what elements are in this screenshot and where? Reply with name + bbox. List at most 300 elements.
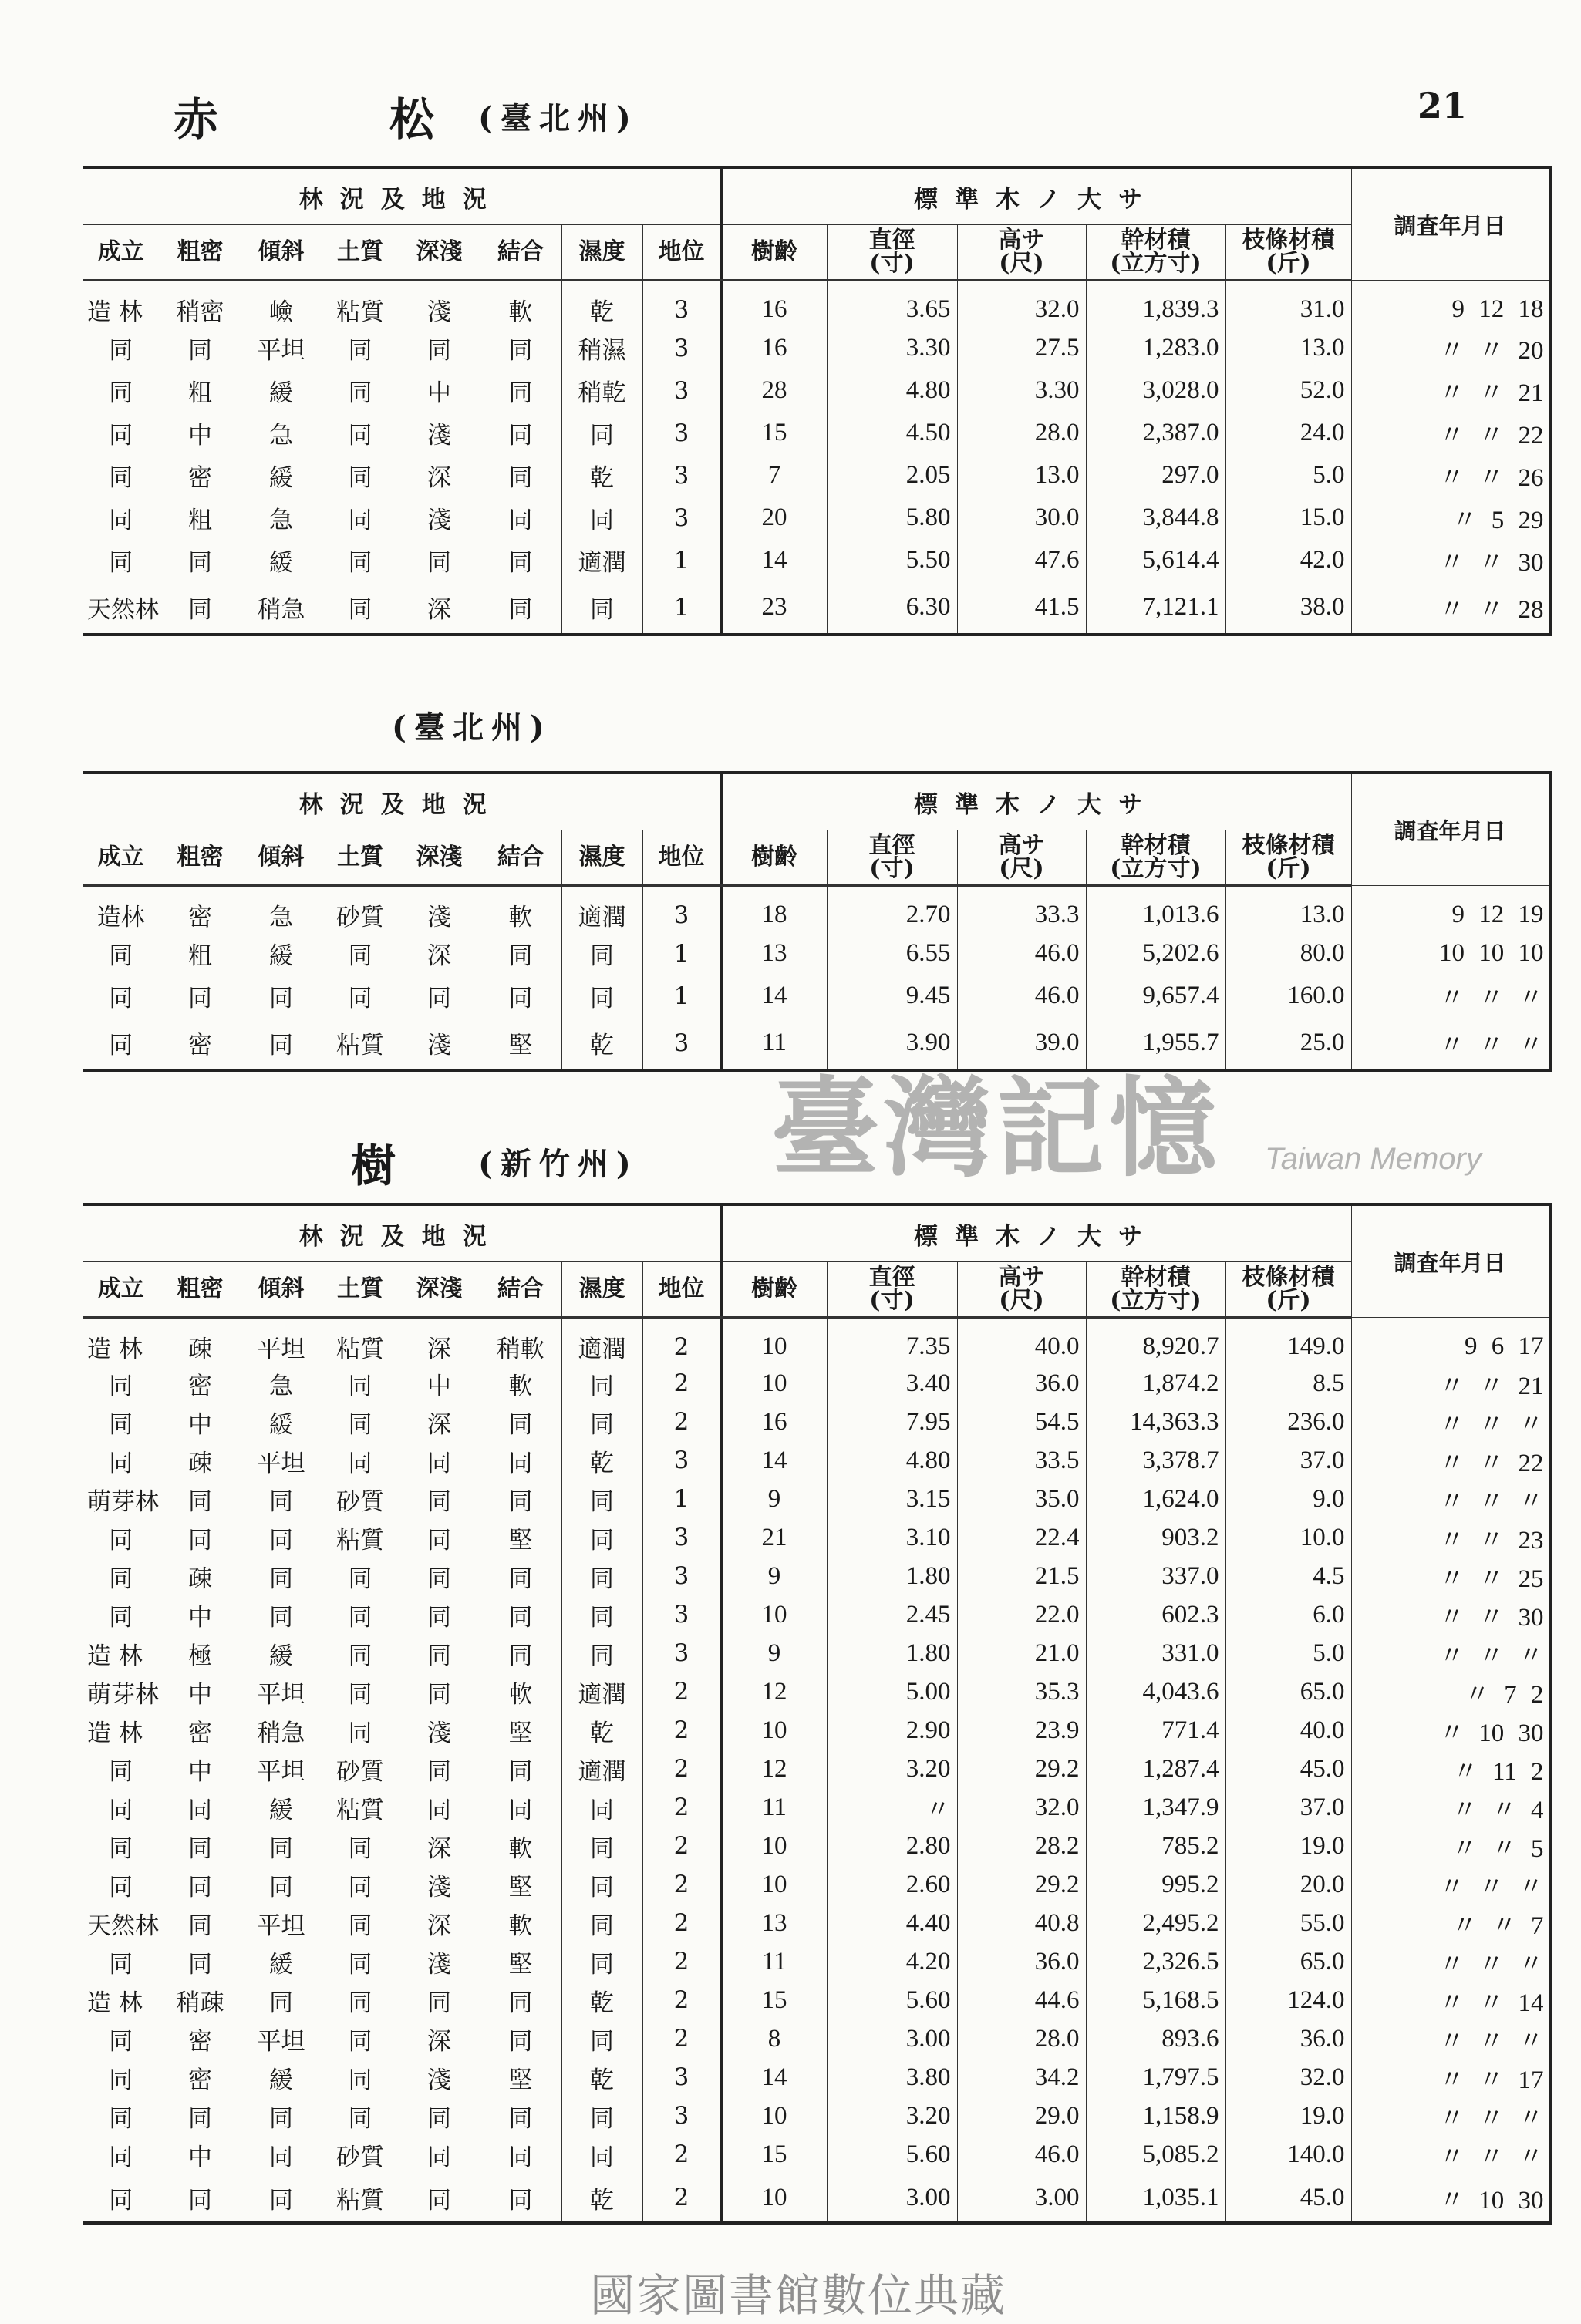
column-header: 幹材積 (立方寸) <box>1086 1262 1225 1318</box>
table-row <box>83 1788 1550 1827</box>
table-cell: 砂質 <box>322 886 399 933</box>
table-cell: 〃 〃 22 <box>1351 412 1550 454</box>
table-cell: 16 <box>721 327 827 369</box>
data-table-1 <box>83 166 1552 636</box>
table-cell: 中 <box>160 1595 241 1634</box>
table-cell: 149.0 <box>1225 1318 1351 1365</box>
table-cell: 疎 <box>160 1441 241 1480</box>
table-cell: 5.60 <box>827 2135 957 2174</box>
table-cell: 同 <box>241 1865 322 1904</box>
page-number: 21 <box>1418 85 1468 126</box>
table-cell: 4.80 <box>827 1441 957 1480</box>
table-cell: 1,797.5 <box>1086 2058 1225 2097</box>
table-cell: 3 <box>642 412 721 454</box>
table-cell: 同 <box>561 2097 642 2135</box>
column-header: 樹齡 <box>721 1262 827 1318</box>
table-cell: 2 <box>642 1750 721 1788</box>
table-cell: 3.30 <box>957 369 1086 412</box>
table-row <box>83 412 1550 454</box>
table-cell: 13.0 <box>1225 886 1351 933</box>
table-row <box>83 1364 1550 1403</box>
table-cell: 同 <box>322 1595 399 1634</box>
table-cell: 同 <box>561 581 642 635</box>
table-cell: 深 <box>399 1318 480 1365</box>
table-cell: 同 <box>480 975 561 1017</box>
table-cell: 〃 〃 〃 <box>1351 1017 1550 1070</box>
table-cell: 2 <box>642 2019 721 2058</box>
table-cell: 13.0 <box>957 454 1086 497</box>
table-cell: 同 <box>399 2135 480 2174</box>
table-row <box>83 1480 1550 1518</box>
table-cell: 9,657.4 <box>1086 975 1225 1017</box>
table-cell: 密 <box>160 1017 241 1070</box>
table-row <box>83 539 1550 581</box>
table-cell: 14,363.3 <box>1086 1403 1225 1441</box>
table-cell: 同 <box>241 975 322 1017</box>
table-cell: 6.0 <box>1225 1595 1351 1634</box>
table-cell: 〃 〃 21 <box>1351 1364 1550 1403</box>
table-cell: 同 <box>160 1942 241 1981</box>
table-cell: 淺 <box>399 1017 480 1070</box>
table-cell: 同 <box>241 1557 322 1595</box>
column-header: 地位 <box>642 830 721 886</box>
table-cell: 5.60 <box>827 1981 957 2019</box>
table-cell: 6.55 <box>827 932 957 975</box>
table-cell: 乾 <box>561 1981 642 2019</box>
table-cell: 平坦 <box>241 1318 322 1365</box>
table-cell: 140.0 <box>1225 2135 1351 2174</box>
table-cell: 堅 <box>480 2058 561 2097</box>
table-cell: 3 <box>642 1518 721 1557</box>
table-cell: 粗 <box>160 932 241 975</box>
table-cell: 緩 <box>241 2058 322 2097</box>
table-cell: 28.0 <box>957 2019 1086 2058</box>
table-cell: 〃 10 30 <box>1351 1711 1550 1750</box>
table-cell: 11 <box>721 1942 827 1981</box>
table-cell: 軟 <box>480 1672 561 1711</box>
table-cell: 砂質 <box>322 2135 399 2174</box>
table-cell: 995.2 <box>1086 1865 1225 1904</box>
column-header: 土質 <box>322 830 399 886</box>
table-cell: 45.0 <box>1225 2174 1351 2223</box>
table-cell: 同 <box>561 2135 642 2174</box>
table-cell: 5.00 <box>827 1672 957 1711</box>
table-cell: 1 <box>642 581 721 635</box>
table-cell: 3.90 <box>827 1017 957 1070</box>
table-cell: 4.80 <box>827 369 957 412</box>
table-cell: 同 <box>399 1634 480 1672</box>
column-header: 傾斜 <box>241 830 322 886</box>
table-cell: 236.0 <box>1225 1403 1351 1441</box>
column-header: 深淺 <box>399 225 480 281</box>
table-cell: 〃 5 29 <box>1351 497 1550 539</box>
table-cell: 1 <box>642 1480 721 1518</box>
table-cell: 〃 〃 〃 <box>1351 1480 1550 1518</box>
table-cell: 緩 <box>241 932 322 975</box>
table-cell: 同 <box>322 1865 399 1904</box>
table-cell: 同 <box>480 497 561 539</box>
table-cell: 9 12 18 <box>1351 281 1550 328</box>
table-cell: 乾 <box>561 281 642 328</box>
table-cell: 1.80 <box>827 1557 957 1595</box>
table-cell: 5,202.6 <box>1086 932 1225 975</box>
table-cell: 42.0 <box>1225 539 1351 581</box>
table-cell: 29.2 <box>957 1865 1086 1904</box>
table-cell: 同 <box>322 1403 399 1441</box>
header-survey-date: 調査年月日 <box>1351 167 1550 281</box>
table-cell: 同 <box>399 1518 480 1557</box>
table-cell: 天然林 <box>87 1911 159 1940</box>
table-cell: 25.0 <box>1225 1017 1351 1070</box>
table-cell: 同 <box>561 1865 642 1904</box>
table-row <box>83 369 1550 412</box>
table-cell: 同 <box>241 1017 322 1070</box>
table-cell: 同 <box>399 539 480 581</box>
table-cell: 5,085.2 <box>1086 2135 1225 2174</box>
table-cell: 4.5 <box>1225 1557 1351 1595</box>
table-cell: 〃 〃 〃 <box>1351 975 1550 1017</box>
table-cell: 10 <box>721 1711 827 1750</box>
table-cell: 14 <box>721 975 827 1017</box>
table-cell: 淺 <box>399 497 480 539</box>
table-cell: 緩 <box>241 369 322 412</box>
table-cell: 同 <box>241 1827 322 1865</box>
table-cell: 同 <box>399 1441 480 1480</box>
table-cell: 3 <box>642 327 721 369</box>
table-cell: 5.50 <box>827 539 957 581</box>
table-cell: 同 <box>561 1518 642 1557</box>
table-cell: 27.5 <box>957 327 1086 369</box>
table-cell: 中 <box>160 412 241 454</box>
table-cell: 28.2 <box>957 1827 1086 1865</box>
table-cell: 同 <box>480 1981 561 2019</box>
table-cell: 緩 <box>241 1942 322 1981</box>
table-cell: 同 <box>561 1403 642 1441</box>
table-cell: 適潤 <box>561 1672 642 1711</box>
table-cell: 46.0 <box>957 2135 1086 2174</box>
table-cell: 急 <box>241 886 322 933</box>
table-cell: 7.35 <box>827 1318 957 1365</box>
table-cell: 2 <box>642 2174 721 2223</box>
table-cell: 14 <box>721 1441 827 1480</box>
table-cell: 21.0 <box>957 1634 1086 1672</box>
table-cell: 1,874.2 <box>1086 1364 1225 1403</box>
table-cell: 乾 <box>561 1711 642 1750</box>
table-cell: 3.30 <box>827 327 957 369</box>
table-cell: 同 <box>322 1711 399 1750</box>
table-cell: 〃 〃 28 <box>1351 581 1550 635</box>
table-cell: 緩 <box>241 539 322 581</box>
table-row <box>83 1942 1550 1981</box>
table-cell: 適潤 <box>561 539 642 581</box>
table-row <box>83 1634 1550 1672</box>
table-cell: 8.5 <box>1225 1364 1351 1403</box>
table-cell: 〃 〃 〃 <box>1351 2019 1550 2058</box>
table-cell: 淺 <box>399 1942 480 1981</box>
table-cell: 粘質 <box>322 1788 399 1827</box>
table-cell: 同 <box>480 1441 561 1480</box>
table-cell: 同 <box>241 1480 322 1518</box>
column-header: 地位 <box>642 225 721 281</box>
section-title-char-2: 松 <box>389 93 435 146</box>
table-cell: 中 <box>160 1403 241 1441</box>
table-cell: 同 <box>109 422 133 450</box>
table-cell: 同 <box>480 327 561 369</box>
table-cell: 2 <box>642 1904 721 1942</box>
table-cell: 同 <box>561 975 642 1017</box>
table-cell: 3 <box>642 2097 721 2135</box>
table-cell: 2.45 <box>827 1595 957 1634</box>
table-cell: 同 <box>322 1981 399 2019</box>
table-row <box>83 2097 1550 2135</box>
table-cell: 3 <box>642 454 721 497</box>
table-cell: 3 <box>642 1441 721 1480</box>
table-cell: 同 <box>322 2058 399 2097</box>
table-cell: 〃 11 2 <box>1351 1750 1550 1788</box>
table-cell: 23.9 <box>957 1711 1086 1750</box>
table-cell: 1,955.7 <box>1086 1017 1225 1070</box>
table-cell: 2,387.0 <box>1086 412 1225 454</box>
table-cell: 同 <box>322 1364 399 1403</box>
table-cell: 785.2 <box>1086 1827 1225 1865</box>
table-cell: 2 <box>642 1865 721 1904</box>
table-cell: 12 <box>721 1750 827 1788</box>
table-cell: 2 <box>642 1364 721 1403</box>
column-header: 高サ (尺) <box>957 225 1086 281</box>
table-cell: 同 <box>109 1873 133 1901</box>
table-cell: 造 林 <box>87 298 143 326</box>
table-cell: 軟 <box>480 1904 561 1942</box>
table-cell: 15.0 <box>1225 497 1351 539</box>
header-group-sample-tree: 標準木ノ大サ <box>721 1204 1351 1262</box>
table-cell: 23 <box>721 581 827 635</box>
table-cell: 〃 〃 23 <box>1351 1518 1550 1557</box>
table-cell: 軟 <box>480 1364 561 1403</box>
table-cell: 中 <box>160 1672 241 1711</box>
table-cell: 3,378.7 <box>1086 1441 1225 1480</box>
table-cell: 粘質 <box>322 1318 399 1365</box>
table-cell: 〃 〃 25 <box>1351 1557 1550 1595</box>
data-table-3 <box>83 1203 1552 2225</box>
table-cell: 3.15 <box>827 1480 957 1518</box>
table-cell: 同 <box>109 942 133 970</box>
table-cell: 緩 <box>241 1403 322 1441</box>
table-cell: 同 <box>109 1834 133 1863</box>
table-row <box>83 2019 1550 2058</box>
column-header: 枝條材積 (斤) <box>1225 1262 1351 1318</box>
table-cell: 同 <box>480 1750 561 1788</box>
table-cell: 同 <box>561 412 642 454</box>
table-cell: 34.2 <box>957 2058 1086 2097</box>
column-header: 濕度 <box>561 1262 642 1318</box>
header-group-sample-tree: 標準木ノ大サ <box>721 167 1351 225</box>
table-cell: 9 <box>721 1480 827 1518</box>
table-cell: 同 <box>160 1518 241 1557</box>
table-cell: 771.4 <box>1086 1711 1225 1750</box>
table-cell: 13 <box>721 932 827 975</box>
table-cell: 同 <box>160 327 241 369</box>
table-cell: 9.0 <box>1225 1480 1351 1518</box>
table-cell: 〃 〃 14 <box>1351 1981 1550 2019</box>
table-cell: 11 <box>721 1788 827 1827</box>
table-cell: 36.0 <box>1225 2019 1351 2058</box>
table-cell: 2.90 <box>827 1711 957 1750</box>
table-cell: 平坦 <box>241 2019 322 2058</box>
table-cell: 10.0 <box>1225 1518 1351 1557</box>
table-cell: 36.0 <box>957 1364 1086 1403</box>
table-cell: 密 <box>160 1364 241 1403</box>
table-cell: 36.0 <box>957 1942 1086 1981</box>
table-cell: 32.0 <box>1225 2058 1351 2097</box>
table-cell: 同 <box>109 1526 133 1554</box>
data-table-2 <box>83 771 1552 1072</box>
table-cell: 同 <box>241 2174 322 2223</box>
table-cell: 33.5 <box>957 1441 1086 1480</box>
table-cell: 29.0 <box>957 2097 1086 2135</box>
table-cell: 同 <box>109 1950 133 1979</box>
section-region: (新竹州) <box>478 1146 639 1182</box>
column-header: 直徑 (寸) <box>827 225 957 281</box>
column-header: 成立 <box>83 1262 160 1318</box>
column-header: 結合 <box>480 830 561 886</box>
table-cell: 1 <box>642 975 721 1017</box>
column-header: 傾斜 <box>241 1262 322 1318</box>
table-cell: 同 <box>480 932 561 975</box>
table-cell: 同 <box>561 1595 642 1634</box>
table-cell: 同 <box>480 1480 561 1518</box>
table-cell: 同 <box>109 2143 133 2171</box>
table-cell: 8 <box>721 2019 827 2058</box>
table-cell: 平坦 <box>241 1904 322 1942</box>
column-header: 傾斜 <box>241 225 322 281</box>
table-cell: 1,287.4 <box>1086 1750 1225 1788</box>
table-cell: 〃 〃 21 <box>1351 369 1550 412</box>
table-cell: 同 <box>109 379 133 407</box>
table-cell: 903.2 <box>1086 1518 1225 1557</box>
column-header: 枝條材積 (斤) <box>1225 830 1351 886</box>
table-row <box>83 1017 1550 1070</box>
table-cell: 9 <box>721 1557 827 1595</box>
table-cell: 堅 <box>480 1518 561 1557</box>
table-cell: 同 <box>480 1788 561 1827</box>
table-cell: 2 <box>642 1981 721 2019</box>
table-cell: 10 <box>721 1318 827 1365</box>
table-cell: 同 <box>561 932 642 975</box>
table-cell: 2.60 <box>827 1865 957 1904</box>
table-cell: 同 <box>241 1518 322 1557</box>
table-cell: 同 <box>322 2097 399 2135</box>
table-cell: 粘質 <box>322 2174 399 2223</box>
table-cell: 9 6 17 <box>1351 1318 1550 1365</box>
table-cell: 同 <box>480 369 561 412</box>
table-cell: 同 <box>160 1865 241 1904</box>
table-cell: 2 <box>642 1711 721 1750</box>
table-row <box>83 2058 1550 2097</box>
table-cell: 5.0 <box>1225 1634 1351 1672</box>
table-cell: 1,839.3 <box>1086 281 1225 328</box>
table-cell: 淺 <box>399 886 480 933</box>
table-cell: 同 <box>109 1564 133 1593</box>
table-cell: 35.0 <box>957 1480 1086 1518</box>
table-cell: 2,495.2 <box>1086 1904 1225 1942</box>
table-cell: 同 <box>399 1557 480 1595</box>
table-cell: 稍軟 <box>480 1318 561 1365</box>
table-cell: 2 <box>642 1942 721 1981</box>
table-row <box>83 2174 1550 2223</box>
column-header: 高サ (尺) <box>957 1262 1086 1318</box>
table-cell: 11 <box>721 1017 827 1070</box>
table-cell: 同 <box>160 539 241 581</box>
table-cell: 602.3 <box>1086 1595 1225 1634</box>
table-cell: 同 <box>322 412 399 454</box>
table-cell: 3 <box>642 497 721 539</box>
table-cell: 16 <box>721 1403 827 1441</box>
column-header: 直徑 (寸) <box>827 1262 957 1318</box>
table-cell: 〃 〃 〃 <box>1351 1865 1550 1904</box>
table-cell: 40.0 <box>1225 1711 1351 1750</box>
table-cell: 1 <box>642 539 721 581</box>
column-header: 結合 <box>480 1262 561 1318</box>
table-cell: 28 <box>721 369 827 412</box>
table-cell: 9.45 <box>827 975 957 1017</box>
table-cell: 同 <box>109 2027 133 2056</box>
section-region: (臺北州) <box>392 709 552 746</box>
table-cell: 稍密 <box>160 281 241 328</box>
table-cell: 22.4 <box>957 1518 1086 1557</box>
table-cell: 同 <box>561 1827 642 1865</box>
table-cell: 10 <box>721 1865 827 1904</box>
table-row <box>83 1318 1550 1365</box>
table-cell: 同 <box>561 1634 642 1672</box>
section-title-char-1: 赤 <box>174 93 219 146</box>
table-cell: 嶮 <box>241 281 322 328</box>
table-cell: 3 <box>642 281 721 328</box>
table-cell: 粘質 <box>322 1017 399 1070</box>
table-cell: 稍疎 <box>160 1981 241 2019</box>
table-cell: 〃 〃 5 <box>1351 1827 1550 1865</box>
table-cell: 同 <box>480 2019 561 2058</box>
table-cell: 〃 〃 17 <box>1351 2058 1550 2097</box>
table-row <box>83 497 1550 539</box>
table-row <box>83 1750 1550 1788</box>
watermark-logo-text: 臺灣記憶 <box>771 1066 1222 1192</box>
table-cell: 淺 <box>399 1865 480 1904</box>
table-cell: 2.80 <box>827 1827 957 1865</box>
table-cell: 19.0 <box>1225 2097 1351 2135</box>
table-cell: 3 <box>642 369 721 412</box>
column-header: 深淺 <box>399 1262 480 1318</box>
table-cell: 38.0 <box>1225 581 1351 635</box>
table-cell: 緩 <box>241 1788 322 1827</box>
table-cell: 32.0 <box>957 1788 1086 1827</box>
table-cell: 37.0 <box>1225 1788 1351 1827</box>
table-cell: 稍急 <box>241 1711 322 1750</box>
table-cell: 同 <box>109 1372 133 1400</box>
table-cell: 4.40 <box>827 1904 957 1942</box>
table-cell: 3.10 <box>827 1518 957 1557</box>
table-cell: 337.0 <box>1086 1557 1225 1595</box>
table-cell: 同 <box>322 932 399 975</box>
table-row <box>83 1595 1550 1634</box>
table-cell: 堅 <box>480 1711 561 1750</box>
table-cell: 12 <box>721 1672 827 1711</box>
table-cell: 35.3 <box>957 1672 1086 1711</box>
table-cell: 同 <box>399 327 480 369</box>
table-cell: 〃 〃 〃 <box>1351 2097 1550 2135</box>
table-cell: 〃 <box>827 1788 957 1827</box>
table-cell: 893.6 <box>1086 2019 1225 2058</box>
table-cell: 5,614.4 <box>1086 539 1225 581</box>
